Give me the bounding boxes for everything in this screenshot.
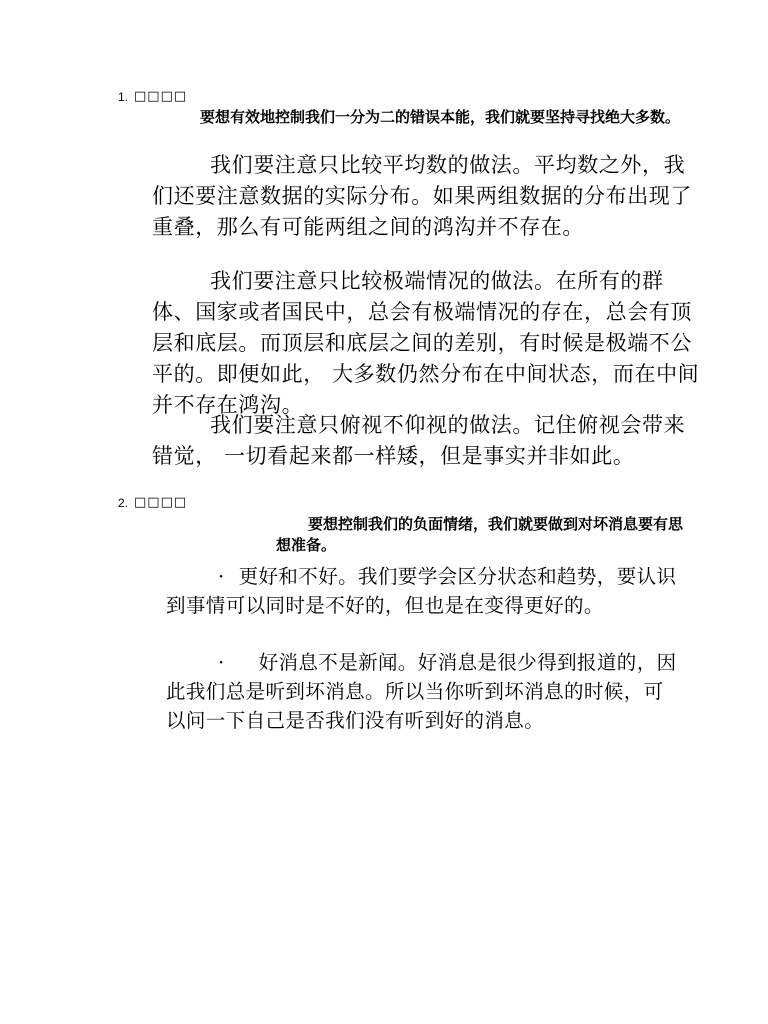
bullet-dot-icon: · — [218, 565, 225, 588]
section-2-bullet-1 — [166, 562, 682, 620]
bullet-dot-icon: · — [218, 651, 225, 674]
section-2-intro: 要想控制我们的负面情绪，我们就要做到对坏消息要有思想准备。 — [276, 515, 684, 554]
section-2-bullet-2 — [166, 648, 682, 735]
section-2-bullet-2-text: 好消息不是新闻。好消息是很少得到报道的，因此我们总是听到坏消息。所以当你听到坏消息的时候，可以问一下自己是否我们没有听到好的消息。 — [166, 651, 677, 732]
section-1-paragraph-2: 我们要注意只比较极端情况的做法。在所有的群体、国家或者国民中，总会有极端情况的存在，总会有顶层和底层。而顶层和底层之间的差别，有时候是极端不公平的。即便如此， 大多数仍然分布在中间状态，而在中间并不存在鸿沟。 — [152, 269, 700, 417]
section-1-marker — [118, 90, 187, 104]
section-2-marker — [118, 496, 187, 510]
section-1-paragraph-1: 我们要注意只比较平均数的做法。平均数之外，我们还要注意数据的实际分布。如果两组数据的分布出现了重叠，那么有可能两组之间的鸿沟并不存在。 — [152, 153, 692, 239]
section-2-bullet-1-text: 更好和不好。我们要学会区分状态和趋势，要认识到事情可以同时是不好的，但也是在变得更好的。 — [166, 565, 677, 617]
section-2-heading: □□□□ — [134, 495, 188, 510]
section-1-heading: □□□□ — [134, 89, 188, 104]
section-1-number: 1. — [118, 90, 129, 104]
section-2-number: 2. — [118, 496, 129, 510]
section-1-intro: 要想有效地控制我们一分为二的错误本能，我们就要坚持寻找绝大多数。 — [200, 108, 681, 126]
section-1-paragraph-3: 我们要注意只俯视不仰视的做法。记住俯视会带来错觉， 一切看起来都一样矮，但是事实并非如此。 — [152, 413, 686, 468]
